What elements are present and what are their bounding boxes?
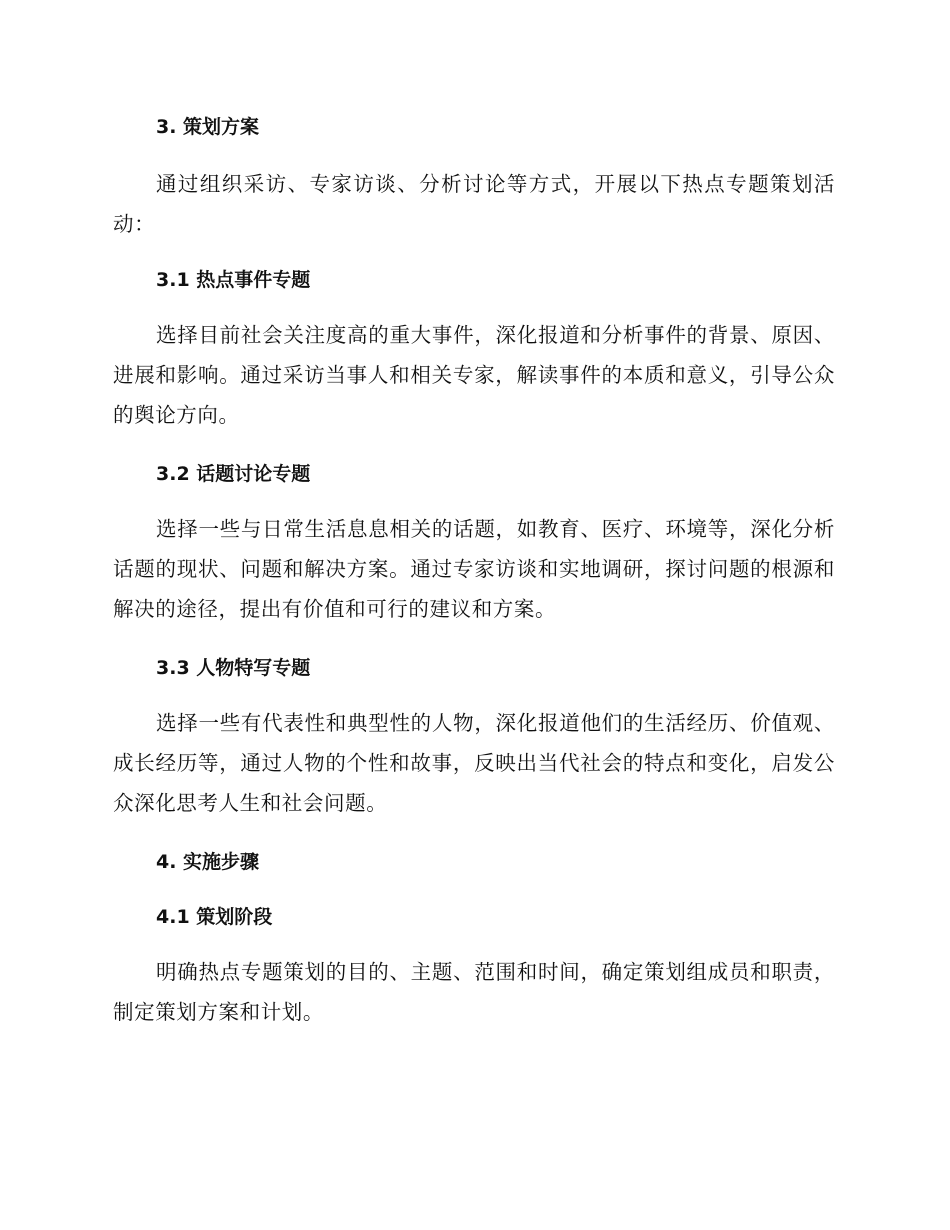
- section-paragraph-4-1: 明确热点专题策划的目的、主题、范围和时间，确定策划组成员和职责，制定策划方案和计划。: [113, 960, 835, 1024]
- section-heading-3-2: 3.2 话题讨论专题: [156, 463, 311, 485]
- section-heading-3-1: 3.1 热点事件专题: [156, 269, 311, 291]
- section-paragraph-3-3: 选择一些有代表性和典型性的人物，深化报道他们的生活经历、价值观、成长经历等，通过人物的个性和故事，反映出当代社会的特点和变化，启发公众深化思考人生和社会问题。: [113, 711, 835, 815]
- section-heading-3: 3. 策划方案: [156, 116, 260, 138]
- section-heading-4: 4. 实施步骤: [156, 851, 260, 873]
- section-paragraph-3-1: 选择目前社会关注度高的重大事件，深化报道和分析事件的背景、原因、进展和影响。通过采访当事人和相关专家，解读事件的本质和意义，引导公众的舆论方向。: [113, 323, 835, 427]
- section-paragraph-3: 通过组织采访、专家访谈、分析讨论等方式，开展以下热点专题策划活动：: [113, 172, 835, 236]
- section-heading-3-3: 3.3 人物特写专题: [156, 657, 311, 679]
- section-heading-4-1: 4.1 策划阶段: [156, 906, 273, 928]
- section-paragraph-3-2: 选择一些与日常生活息息相关的话题，如教育、医疗、环境等，深化分析话题的现状、问题和解决方案。通过专家访谈和实地调研，探讨问题的根源和解决的途径，提出有价值和可行的建议和方案。: [113, 517, 835, 621]
